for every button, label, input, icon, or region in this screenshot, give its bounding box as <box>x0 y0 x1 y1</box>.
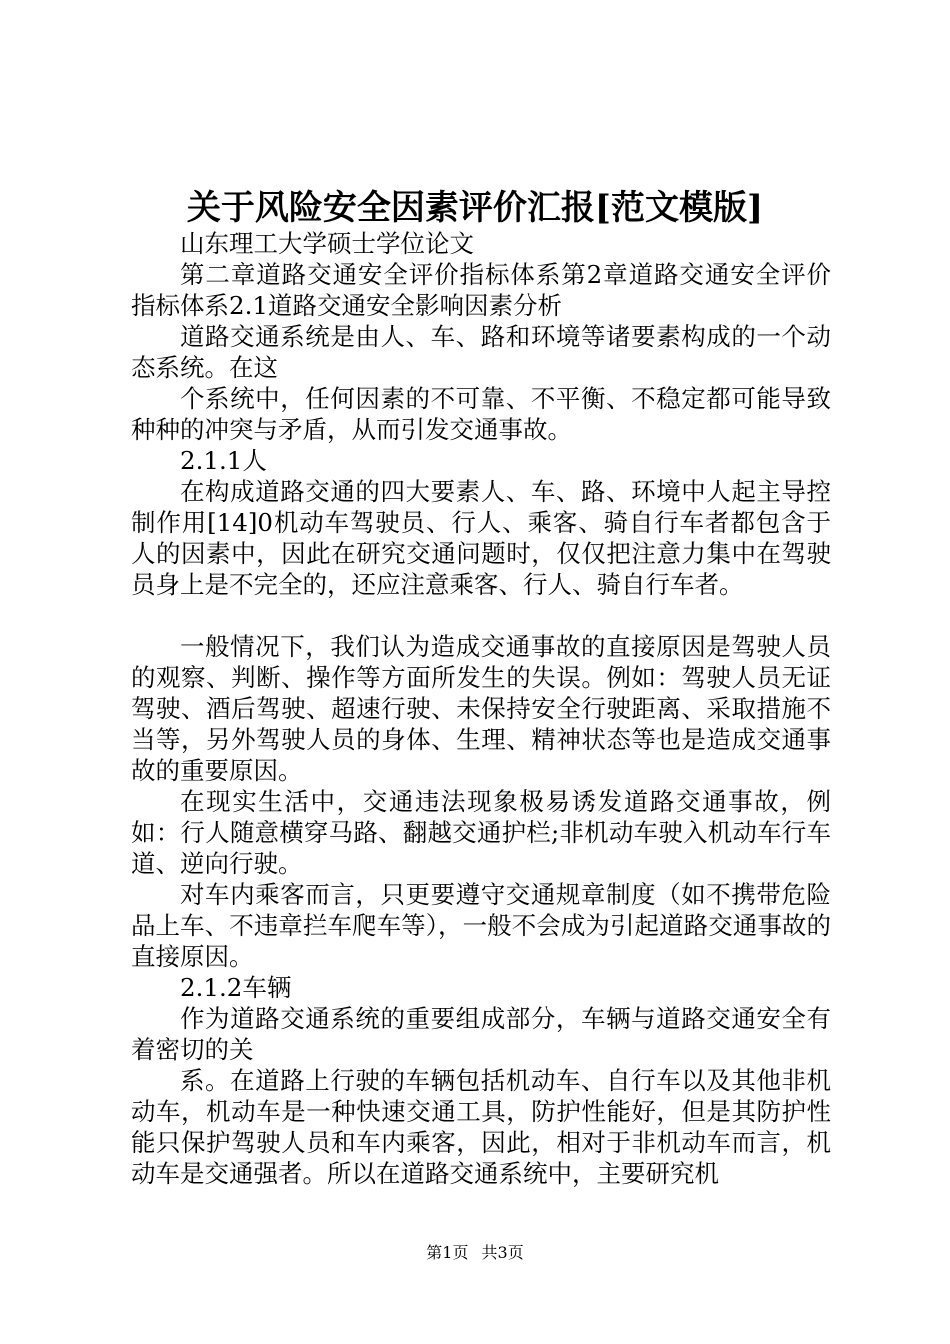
paragraph: 在构成道路交通的四大要素人、车、路、环境中人起主导控制作用[14]0机动车驾驶员、行人、乘客、骑自行车者都包含于人的因素中，因此在研究交通问题时，仅仅把注意力集中在驾驶员身上是不完全的，还应注意乘客、行人、骑自行车者。 <box>131 477 831 599</box>
document-body <box>131 228 831 1189</box>
page-number-total: 共3页 <box>481 1243 524 1262</box>
section-heading-vehicles: 2.1.2车辆 <box>180 973 292 1002</box>
paragraph: 在现实生活中，交通违法现象极易诱发道路交通事故，例如：行人随意横穿马路、翻越交通护栏;非机动车驶入机动车行车道、逆向行驶。 <box>131 787 831 878</box>
paragraph: 一般情况下，我们认为造成交通事故的直接原因是驾驶人员的观察、判断、操作等方面所发生的失误。例如：驾驶人员无证驾驶、酒后驾驶、超速行驶、未保持安全行驶距离、采取措施不当等，另外驾驶人员的身体、生理、精神状态等也是造成交通事故的重要原因。 <box>131 632 831 785</box>
section-heading-people: 2.1.1人 <box>180 446 267 475</box>
paragraph: 个系统中，任何因素的不可靠、不平衡、不稳定都可能导致种种的冲突与矛盾，从而引发交通事故。 <box>131 384 831 444</box>
paragraph-chapter-heading: 第二章道路交通安全评价指标体系第2章道路交通安全评价指标体系2.1道路交通安全影响因素分析 <box>131 260 831 320</box>
document-title: 关于风险安全因素评价汇报[范文模版] <box>186 188 764 228</box>
paragraph: 对车内乘客而言，只更要遵守交通规章制度（如不携带危险品上车、不违章拦车爬车等），一般不会成为引起道路交通事故的直接原因。 <box>131 880 831 971</box>
paragraph: 作为道路交通系统的重要组成部分，车辆与道路交通安全有着密切的关 <box>131 1004 831 1064</box>
page-footer <box>0 1241 950 1265</box>
page-number-current: 第1页 <box>426 1243 469 1262</box>
paragraph: 道路交通系统是由人、车、路和环境等诸要素构成的一个动态系统。在这 <box>131 322 831 382</box>
paragraph: 系。在道路上行驶的车辆包括机动车、自行车以及其他非机动车，机动车是一种快速交通工具，防护性能好，但是其防护性能只保护驾驶人员和车内乘客，因此，相对于非机动车而言，机动车是交通强者。所以在道路交通系统中，主要研究机 <box>131 1066 831 1188</box>
paragraph-thesis-header: 山东理工大学硕士学位论文 <box>180 229 474 258</box>
